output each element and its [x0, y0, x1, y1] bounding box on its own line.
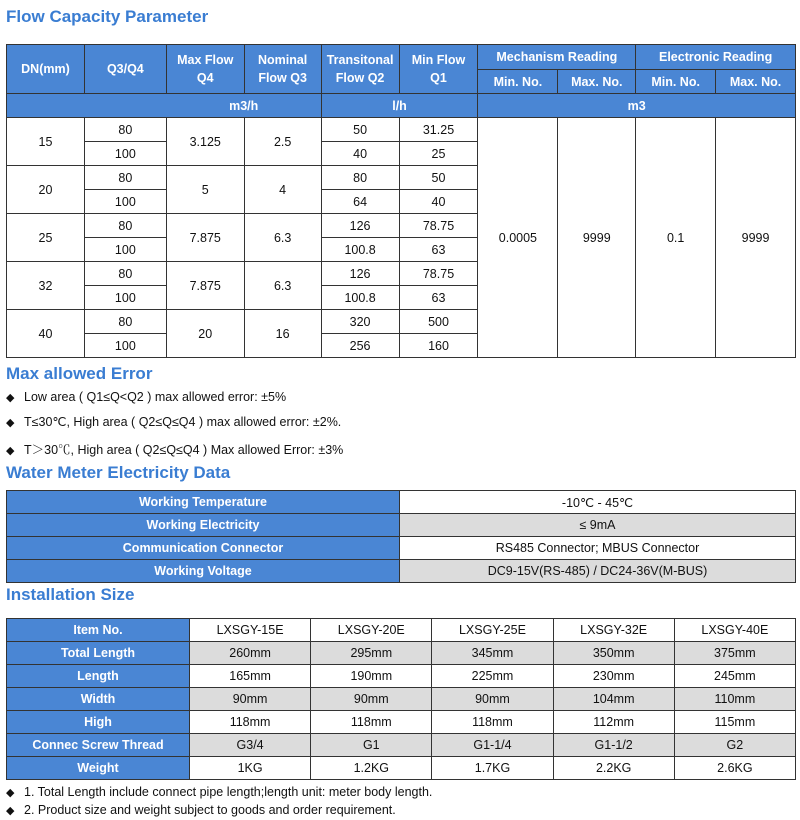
q4-cell: 7.875 [166, 262, 244, 310]
ratio-cell: 80 [84, 262, 166, 286]
error-item [6, 414, 341, 429]
size-cell: 90mm [432, 688, 553, 711]
size-row-label: Length [7, 665, 190, 688]
header-min-flow: Min Flow Q1 [399, 45, 478, 94]
size-cell: 2.2KG [553, 757, 674, 780]
header-mech-max: Max. No. [558, 70, 636, 94]
q1-cell: 63 [399, 286, 478, 310]
ratio-cell: 100 [84, 286, 166, 310]
electricity-label: Working Voltage [7, 560, 400, 583]
model-header: LXSGY-20E [311, 619, 432, 642]
electricity-label: Communication Connector [7, 537, 400, 560]
q2-cell: 126 [321, 262, 399, 286]
q1-cell: 31.25 [399, 118, 478, 142]
elec-min-value: 0.1 [636, 118, 716, 358]
size-cell: G3/4 [190, 734, 311, 757]
dn-cell: 32 [7, 262, 85, 310]
error-item-text: Low area ( Q1≤Q<Q2 ) max allowed error: ±5% [24, 390, 287, 404]
electricity-label: Working Temperature [7, 491, 400, 514]
size-cell: 350mm [553, 642, 674, 665]
size-cell: 2.6KG [674, 757, 795, 780]
q2-cell: 40 [321, 142, 399, 166]
q1-cell: 160 [399, 334, 478, 358]
dn-cell: 20 [7, 166, 85, 214]
q4-cell: 3.125 [166, 118, 244, 166]
header-nominal-flow: Nominal Flow Q3 [244, 45, 321, 94]
header-mechanism-reading: Mechanism Reading [478, 45, 636, 70]
q3-cell: 6.3 [244, 214, 321, 262]
header-elec-max: Max. No. [716, 70, 796, 94]
q1-cell: 78.75 [399, 262, 478, 286]
electricity-value: ≤ 9mA [400, 514, 796, 537]
note-item [6, 785, 432, 799]
ratio-cell: 80 [84, 310, 166, 334]
size-cell: 112mm [553, 711, 674, 734]
header-electronic-reading: Electronic Reading [636, 45, 796, 70]
diamond-bullet-icon: ◆ [6, 392, 15, 404]
model-header: LXSGY-40E [674, 619, 795, 642]
q2-cell: 50 [321, 118, 399, 142]
q2-cell: 100.8 [321, 238, 399, 262]
ratio-cell: 100 [84, 334, 166, 358]
q1-cell: 40 [399, 190, 478, 214]
size-cell: 115mm [674, 711, 795, 734]
q3-cell: 6.3 [244, 262, 321, 310]
size-cell: 230mm [553, 665, 674, 688]
installation-section-title: Installation Size [6, 585, 135, 604]
size-cell: 90mm [311, 688, 432, 711]
size-cell: 375mm [674, 642, 795, 665]
q1-cell: 63 [399, 238, 478, 262]
header-mech-min: Min. No. [478, 70, 558, 94]
dn-cell: 25 [7, 214, 85, 262]
size-row-label: Width [7, 688, 190, 711]
size-cell: 345mm [432, 642, 553, 665]
q2-cell: 100.8 [321, 286, 399, 310]
mech-max-value: 9999 [558, 118, 636, 358]
size-cell: G1 [311, 734, 432, 757]
mech-min-value: 0.0005 [478, 118, 558, 358]
header-max-flow: Max Flow Q4 [166, 45, 244, 94]
q4-cell: 20 [166, 310, 244, 358]
ratio-cell: 80 [84, 118, 166, 142]
model-header: LXSGY-25E [432, 619, 553, 642]
size-cell: 90mm [190, 688, 311, 711]
flow-capacity-table [6, 44, 796, 358]
q2-cell: 320 [321, 310, 399, 334]
size-row-label: High [7, 711, 190, 734]
header-dn: DN(mm) [7, 45, 85, 94]
size-row-label: Total Length [7, 642, 190, 665]
q4-cell: 7.875 [166, 214, 244, 262]
model-header: LXSGY-32E [553, 619, 674, 642]
ratio-cell: 80 [84, 214, 166, 238]
error-item-text: T≤30℃, High area ( Q2≤Q≤Q4 ) max allowed error: ±2%. [24, 415, 342, 429]
installation-size-table [6, 618, 796, 780]
diamond-bullet-icon: ◆ [6, 417, 15, 429]
size-cell: 118mm [311, 711, 432, 734]
size-cell: 110mm [674, 688, 795, 711]
dn-cell: 15 [7, 118, 85, 166]
electricity-table [6, 490, 796, 583]
ratio-cell: 100 [84, 238, 166, 262]
q1-cell: 50 [399, 166, 478, 190]
q3-cell: 2.5 [244, 118, 321, 166]
header-elec-min: Min. No. [636, 70, 716, 94]
error-item [6, 440, 343, 458]
q1-cell: 500 [399, 310, 478, 334]
size-cell: G2 [674, 734, 795, 757]
diamond-bullet-icon: ◆ [6, 787, 15, 799]
q2-cell: 80 [321, 166, 399, 190]
size-cell: 295mm [311, 642, 432, 665]
electricity-value: RS485 Connector; MBUS Connector [400, 537, 796, 560]
size-cell: 225mm [432, 665, 553, 688]
size-cell: 165mm [190, 665, 311, 688]
q1-cell: 78.75 [399, 214, 478, 238]
size-cell: 245mm [674, 665, 795, 688]
ratio-cell: 100 [84, 142, 166, 166]
electricity-value: -10℃ - 45℃ [400, 491, 796, 514]
size-cell: 118mm [432, 711, 553, 734]
flow-section-title: Flow Capacity Parameter [6, 7, 209, 26]
size-cell: 1.7KG [432, 757, 553, 780]
size-cell: 1KG [190, 757, 311, 780]
ratio-cell: 100 [84, 190, 166, 214]
electricity-section-title: Water Meter Electricity Data [6, 463, 231, 482]
q4-cell: 5 [166, 166, 244, 214]
q2-cell: 256 [321, 334, 399, 358]
elec-max-value: 9999 [716, 118, 796, 358]
model-header: LXSGY-15E [190, 619, 311, 642]
size-row-label: Connec Screw Thread [7, 734, 190, 757]
item-no-header: Item No. [7, 619, 190, 642]
unit-lh: l/h [321, 94, 478, 118]
header-transitional-flow: Transitonal Flow Q2 [321, 45, 399, 94]
q3-cell: 4 [244, 166, 321, 214]
q3-cell: 16 [244, 310, 321, 358]
header-q3q4: Q3/Q4 [84, 45, 166, 94]
ratio-cell: 80 [84, 166, 166, 190]
unit-m3: m3 [478, 94, 796, 118]
diamond-bullet-icon: ◆ [6, 805, 15, 817]
size-cell: G1-1/4 [432, 734, 553, 757]
size-cell: 1.2KG [311, 757, 432, 780]
size-cell: 190mm [311, 665, 432, 688]
size-row-label: Weight [7, 757, 190, 780]
electricity-label: Working Electricity [7, 514, 400, 537]
size-cell: 104mm [553, 688, 674, 711]
q2-cell: 64 [321, 190, 399, 214]
electricity-value: DC9-15V(RS-485) / DC24-36V(M-BUS) [400, 560, 796, 583]
error-item-text: T＞30℃, High area ( Q2≤Q≤Q4 ) Max allowed Error: ±3% [24, 443, 344, 457]
note-item [6, 803, 396, 817]
size-cell: G1-1/2 [553, 734, 674, 757]
unit-m3h: m3/h [166, 94, 321, 118]
error-item [6, 390, 286, 404]
dn-cell: 40 [7, 310, 85, 358]
size-cell: 260mm [190, 642, 311, 665]
q1-cell: 25 [399, 142, 478, 166]
size-cell: 118mm [190, 711, 311, 734]
error-section-title: Max allowed Error [6, 364, 153, 383]
diamond-bullet-icon: ◆ [6, 445, 15, 457]
note-text: 2. Product size and weight subject to goods and order requirement. [24, 803, 396, 817]
q2-cell: 126 [321, 214, 399, 238]
note-text: 1. Total Length include connect pipe length;length unit: meter body length. [24, 785, 433, 799]
